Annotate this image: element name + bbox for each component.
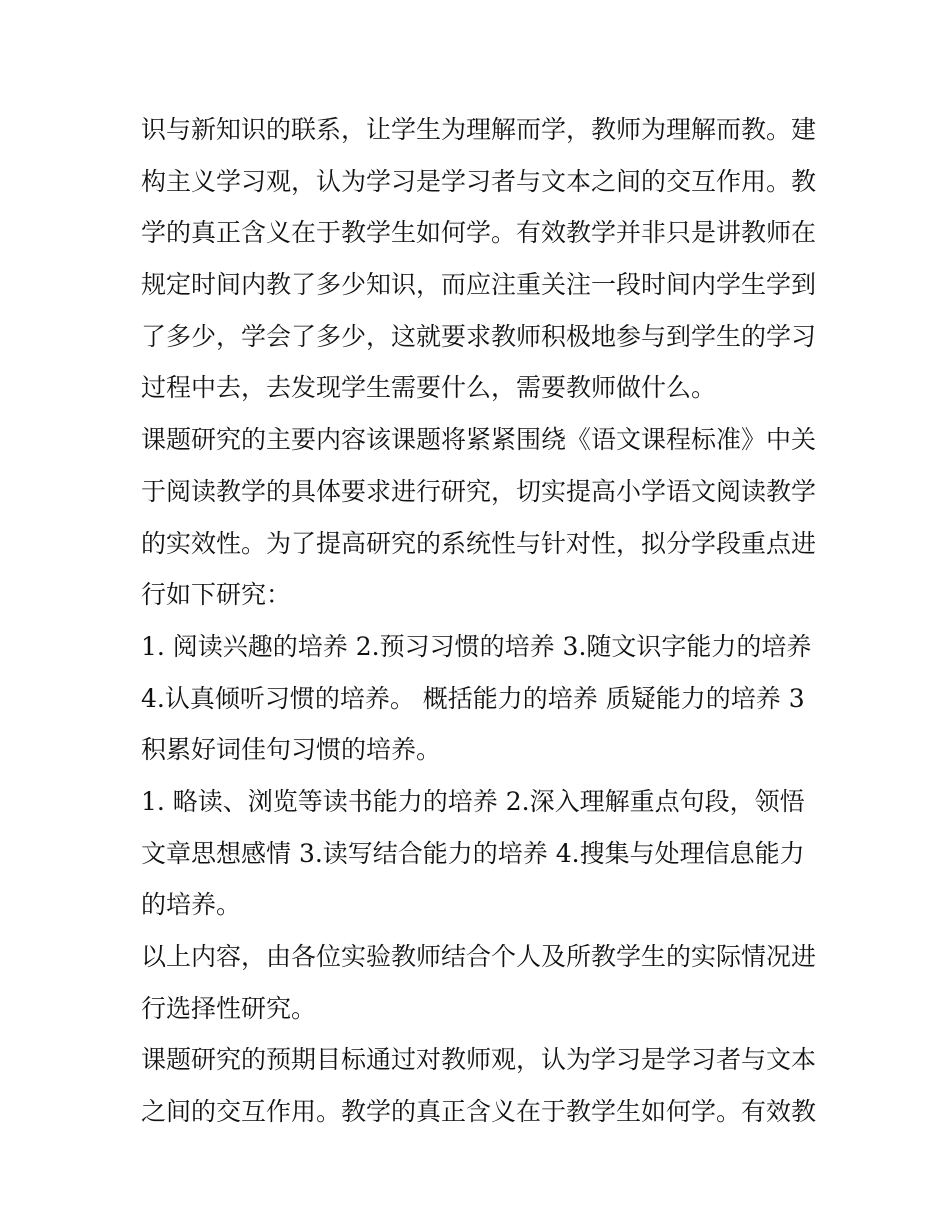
text-line-18: 行选择性研究。 xyxy=(141,993,317,1023)
text-line-2: 构主义学习观，认为学习是学习者与文本之间的交互作用。教 xyxy=(141,166,817,196)
text-line-13: 积累好词佳句习惯的培养。 xyxy=(141,735,442,765)
text-line-12: 4.认真倾听习惯的培养。 概括能力的培养 质疑能力的培养 3 xyxy=(141,683,805,713)
text-line-10: 行如下研究： xyxy=(141,580,292,610)
text-line-6: 过程中去，去发现学生需要什么，需要教师做什么。 xyxy=(141,373,717,403)
text-line-1: 识与新知识的联系，让学生为理解而学，教师为理解而教。建 xyxy=(141,115,817,144)
text-line-19: 课题研究的预期目标通过对教师观，认为学习是学习者与文本 xyxy=(141,1045,817,1075)
text-line-8: 于阅读教学的具体要求进行研究，切实提高小学语文阅读教学 xyxy=(141,476,817,506)
text-line-5: 了多少，学会了多少，这就要求教师积极地参与到学生的学习 xyxy=(141,321,817,351)
body-text xyxy=(141,104,821,1138)
text-line-4: 规定时间内教了多少知识，而应注重关注一段时间内学生学到 xyxy=(141,270,817,300)
text-line-17: 以上内容，由各位实验教师结合个人及所教学生的实际情况进 xyxy=(141,942,817,971)
text-line-9: 的实效性。为了提高研究的系统性与针对性，拟分学段重点进 xyxy=(141,528,817,558)
text-line-14: 1. 略读、浏览等读书能力的培养 2.深入理解重点句段，领悟 xyxy=(141,786,805,816)
text-line-3: 学的真正含义在于教学生如何学。有效教学并非只是讲教师在 xyxy=(141,218,817,248)
text-line-15: 文章思想感情 3.读写结合能力的培养 4.搜集与处理信息能力 xyxy=(141,838,805,868)
text-line-16: 的培养。 xyxy=(141,890,242,920)
text-line-11: 1. 阅读兴趣的培养 2.预习习惯的培养 3.随文识字能力的培养 xyxy=(141,631,812,661)
text-line-20: 之间的交互作用。教学的真正含义在于教学生如何学。有效教 xyxy=(141,1097,817,1127)
text-line-7: 课题研究的主要内容该课题将紧紧围绕《语文课程标准》中关 xyxy=(141,425,817,455)
